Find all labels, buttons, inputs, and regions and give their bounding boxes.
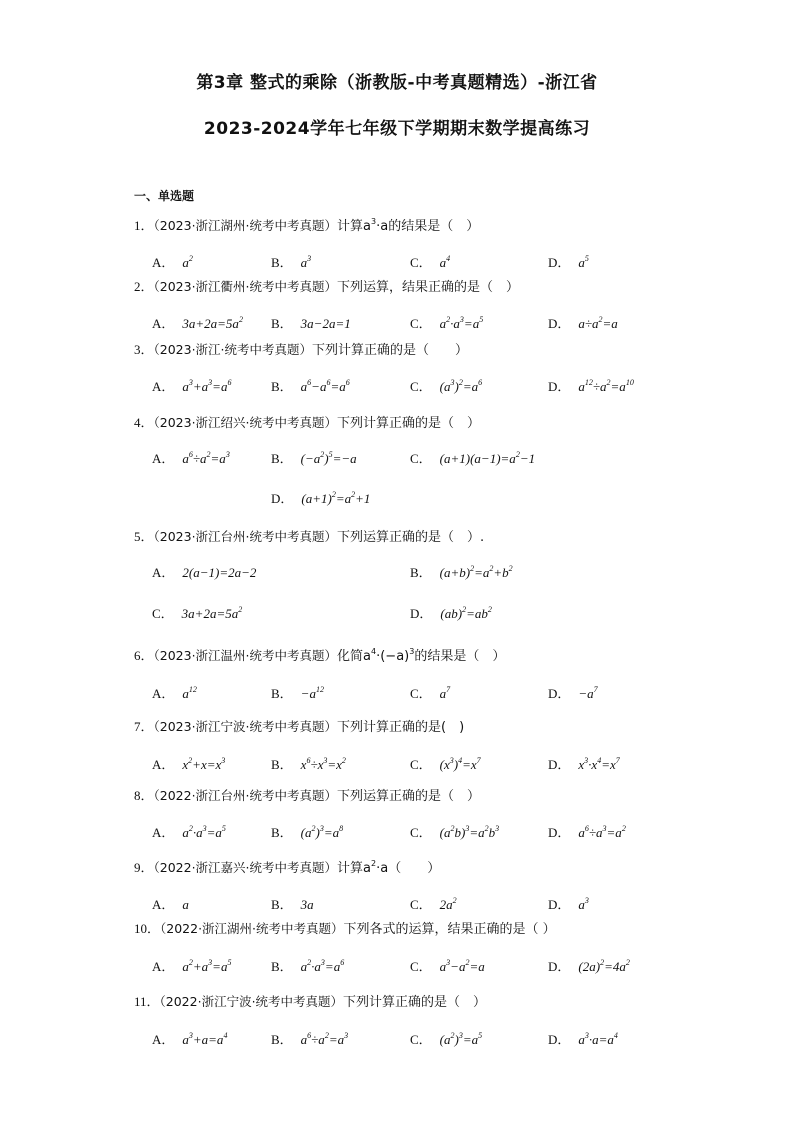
question-stem xyxy=(134,412,480,431)
question-source: （2023·浙江衢州·统考中考真题） xyxy=(153,279,338,294)
answer-option[interactable]: A． a xyxy=(152,897,189,912)
answer-option[interactable]: B． $-a^{12}$ xyxy=(271,685,324,701)
answer-option[interactable]: A． $a^2+a^3=a^5$ xyxy=(152,958,232,974)
answer-option[interactable]: D． $a^6\div a^3=a^2$ xyxy=(548,824,626,840)
answer-option[interactable]: A． $a^2\cdot a^3=a^5$ xyxy=(152,824,226,840)
question-source: （2023·浙江绍兴·统考中考真题） xyxy=(153,415,338,430)
question-text: 下列各式的运算，结果正确的是（ ） xyxy=(343,922,556,937)
question-stem xyxy=(134,645,505,664)
question-stem xyxy=(134,991,486,1010)
question-source: （2022·浙江台州·统考中考真题） xyxy=(153,788,338,803)
question-source: （2022·浙江嘉兴·统考中考真题） xyxy=(153,860,338,875)
question-number: 10． xyxy=(134,921,161,936)
answer-option[interactable]: B． $a^3$ xyxy=(271,254,312,270)
question-number: 4． xyxy=(134,415,154,430)
answer-option[interactable]: A． $3a+2a=5a^2$ xyxy=(152,315,243,331)
answer-option[interactable]: B． $a^6-a^6=a^6$ xyxy=(271,378,350,394)
question-text: 计算$a^2\cdot a$（ ） xyxy=(337,859,441,876)
question-number: 2． xyxy=(134,279,154,294)
question-text: 下列运算正确的是（ ） xyxy=(337,789,481,804)
section-heading: 一、单选题 xyxy=(134,189,195,203)
question-text: 下列计算正确的是( ) xyxy=(337,720,465,735)
answer-option[interactable]: A． 2(a−1)=2a−2 xyxy=(152,565,257,580)
question-number: 6． xyxy=(134,648,154,663)
question-stem xyxy=(134,276,519,295)
question-number: 8． xyxy=(134,788,154,803)
question-source: （2023·浙江温州·统考中考真题） xyxy=(153,648,338,663)
answer-option[interactable]: B． $(a^2)^3=a^8$ xyxy=(271,824,344,840)
question-stem xyxy=(134,785,480,804)
question-stem xyxy=(134,215,479,234)
answer-option[interactable]: B． $x^6\div x^3=x^2$ xyxy=(271,756,346,772)
answer-option[interactable]: B． $(-a^2)^5=-a$ xyxy=(271,450,357,466)
answer-option[interactable]: D． $x^3\cdot x^4=x^7$ xyxy=(548,756,620,772)
answer-option[interactable]: A． $x^2+x=x^3$ xyxy=(152,756,226,772)
question-stem xyxy=(134,339,468,358)
answer-option[interactable]: B． $(a+b)^2=a^2+b^2$ xyxy=(410,564,513,580)
answer-option[interactable]: C． $(a^3)^2=a^6$ xyxy=(410,378,483,394)
answer-option[interactable]: C． $(a+1)(a-1)=a^2-1$ xyxy=(410,450,536,466)
answer-option[interactable]: A． $a^2$ xyxy=(152,254,193,270)
title-line-2: 2023-2024学年七年级下学期期末数学提高练习 xyxy=(203,119,591,139)
answer-option[interactable]: C． $(a^2b)^3=a^2b^3$ xyxy=(410,824,500,840)
question-stem xyxy=(134,716,464,735)
answer-option[interactable]: D． $(a+1)^2=a^2+1$ xyxy=(271,490,371,506)
answer-option[interactable]: A． $a^6\div a^2=a^3$ xyxy=(152,450,230,466)
answer-option[interactable]: B． 3a−2a=1 xyxy=(271,316,351,331)
question-number: 9． xyxy=(134,860,154,875)
question-number: 3． xyxy=(134,342,154,357)
question-number: 1． xyxy=(134,218,154,233)
answer-option[interactable]: B． $a^6\div a^2=a^3$ xyxy=(271,1031,349,1047)
answer-option[interactable]: D． $(2a)^2=4a^2$ xyxy=(548,958,630,974)
question-source: （2023·浙江·统考中考真题） xyxy=(153,342,313,357)
answer-option[interactable]: C． $a^2\cdot a^3=a^5$ xyxy=(410,315,484,331)
answer-option[interactable]: C． $(x^3)^4=x^7$ xyxy=(410,756,481,772)
answer-option[interactable]: C． $a^4$ xyxy=(410,254,451,270)
title-line-1: 第3章 整式的乘除（浙教版-中考真题精选）-浙江省 xyxy=(196,73,598,93)
question-source: （2022·浙江湖州·统考中考真题） xyxy=(160,921,344,936)
question-stem xyxy=(134,526,484,545)
question-stem xyxy=(134,918,556,937)
question-text: 下列计算正确的是（ ） xyxy=(343,995,487,1010)
question-text: 下列计算正确的是（ ） xyxy=(337,416,481,431)
answer-option[interactable]: C． $a^7$ xyxy=(410,685,451,701)
question-stem xyxy=(134,857,440,876)
question-text: 下列运算，结果正确的是（ ） xyxy=(337,280,520,295)
question-source: （2023·浙江台州·统考中考真题） xyxy=(153,529,338,544)
answer-option[interactable]: A． $a^3+a^3=a^6$ xyxy=(152,378,232,394)
question-text: 化简$a^4\cdot(-a)^3$的结果是（ ） xyxy=(337,647,506,664)
answer-option[interactable]: D． $a^3\cdot a=a^4$ xyxy=(548,1031,618,1047)
answer-option[interactable]: D． $a^3$ xyxy=(548,896,589,912)
answer-option[interactable]: A． $a^3+a=a^4$ xyxy=(152,1031,228,1047)
answer-option[interactable]: D． $-a^7$ xyxy=(548,685,598,701)
answer-option[interactable]: C． $3a+2a=5a^2$ xyxy=(152,605,243,621)
answer-option[interactable]: D． $(ab)^2=ab^2$ xyxy=(410,605,492,621)
answer-option[interactable]: A． $a^{12}$ xyxy=(152,685,197,701)
answer-option[interactable]: C． $a^3-a^2=a$ xyxy=(410,958,485,974)
question-text: 计算$a^3\cdot a$的结果是（ ） xyxy=(337,217,480,234)
answer-option[interactable]: D． $a^5$ xyxy=(548,254,589,270)
answer-option[interactable]: B． $a^2\cdot a^3=a^6$ xyxy=(271,958,345,974)
question-text: 下列运算正确的是（ ）. xyxy=(337,530,485,545)
answer-option[interactable]: C． $2a^2$ xyxy=(410,896,457,912)
answer-option[interactable]: D． $a\div a^2=a$ xyxy=(548,315,618,331)
answer-option[interactable]: D． $a^{12}\div a^2=a^{10}$ xyxy=(548,378,634,394)
question-source: （2023·浙江湖州·统考中考真题） xyxy=(153,218,338,233)
answer-option[interactable]: B． 3a xyxy=(271,897,314,912)
question-number: 7． xyxy=(134,719,154,734)
question-source: （2022·浙江宁波·统考中考真题） xyxy=(159,994,344,1009)
question-source: （2023·浙江宁波·统考中考真题） xyxy=(153,719,338,734)
answer-option[interactable]: C． $(a^2)^3=a^5$ xyxy=(410,1031,483,1047)
question-number: 5． xyxy=(134,529,154,544)
question-text: 下列计算正确的是（ ） xyxy=(312,343,469,358)
question-number: 11． xyxy=(134,994,160,1009)
